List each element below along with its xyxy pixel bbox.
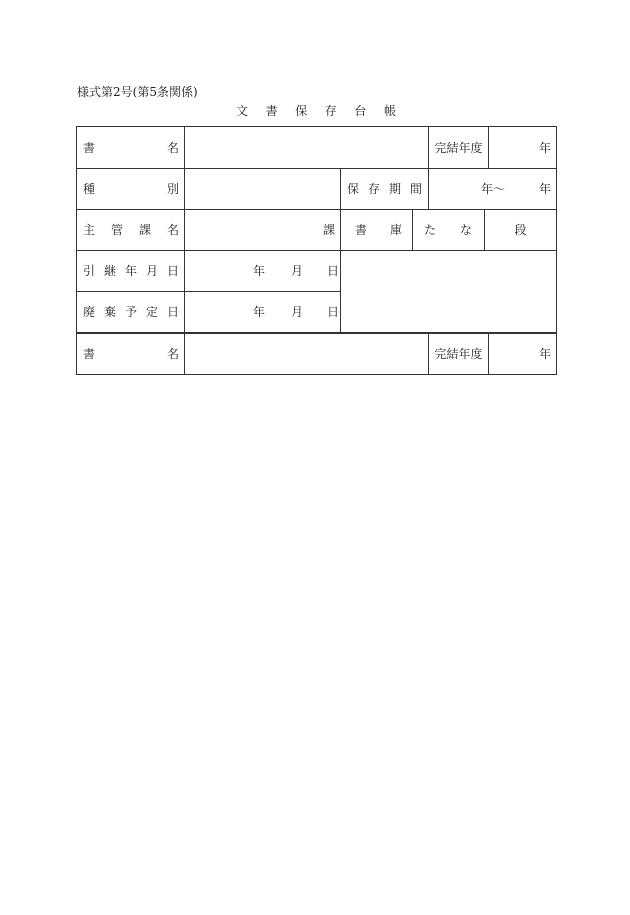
completion-year-text: 完結年度 bbox=[434, 140, 483, 155]
label-char: 間 bbox=[409, 181, 422, 196]
label-char: 月 bbox=[145, 263, 158, 278]
year-unit: 年 bbox=[253, 304, 266, 319]
tier-unit: 段 bbox=[514, 222, 527, 237]
year-unit: 年 bbox=[538, 140, 551, 155]
label-char: 管 bbox=[110, 222, 123, 237]
label-char: 名 bbox=[166, 222, 179, 237]
label-char: 書 bbox=[355, 222, 368, 237]
label-category bbox=[83, 168, 179, 209]
label-char: 棄 bbox=[103, 304, 116, 319]
label-char: 継 bbox=[103, 263, 116, 278]
label-completion-year bbox=[429, 127, 488, 168]
label-char: 庫 bbox=[389, 222, 402, 237]
label-char: 課 bbox=[138, 222, 151, 237]
label-char: 書 bbox=[83, 140, 96, 155]
remarks-area[interactable] bbox=[341, 250, 556, 332]
label-char: 存 bbox=[367, 181, 380, 196]
document-name-field[interactable] bbox=[185, 127, 428, 168]
period-to-unit: 年 bbox=[538, 181, 551, 196]
label-transfer-date bbox=[83, 250, 179, 291]
title-char: 台 bbox=[354, 104, 367, 118]
day-unit: 日 bbox=[327, 304, 340, 319]
title-char: 帳 bbox=[383, 104, 396, 118]
day-unit: 日 bbox=[327, 263, 340, 278]
retention-period-field[interactable] bbox=[429, 168, 556, 209]
label-char: 引 bbox=[83, 263, 96, 278]
label-char: 書 bbox=[83, 347, 96, 361]
label-char: 期 bbox=[388, 181, 401, 196]
year-unit: 年 bbox=[253, 263, 266, 278]
month-unit: 月 bbox=[291, 304, 304, 319]
label-char: 保 bbox=[347, 181, 360, 196]
completion-year-text: 完結年度 bbox=[434, 347, 483, 361]
title-char: 書 bbox=[265, 104, 278, 118]
label-retention-period bbox=[347, 168, 422, 209]
label-char: な bbox=[459, 222, 472, 237]
label-char: 別 bbox=[166, 181, 179, 196]
label-completion-year-2 bbox=[429, 334, 488, 374]
label-char: 日 bbox=[166, 263, 179, 278]
title-char: 文 bbox=[236, 104, 249, 118]
category-field[interactable] bbox=[185, 168, 340, 209]
label-char: 予 bbox=[124, 304, 137, 319]
month-unit: 月 bbox=[291, 263, 304, 278]
year-unit: 年 bbox=[538, 347, 551, 361]
period-from-unit: 年～ bbox=[481, 181, 506, 196]
document-name-field-2[interactable] bbox=[185, 334, 428, 374]
label-char: 定 bbox=[145, 304, 158, 319]
label-section-name bbox=[83, 209, 179, 250]
disposal-date-field[interactable] bbox=[185, 291, 340, 332]
column-divider bbox=[412, 209, 413, 250]
title-char: 保 bbox=[295, 104, 308, 118]
label-document-name bbox=[83, 127, 179, 168]
document-retention-ledger bbox=[76, 126, 557, 375]
label-document-name-2 bbox=[83, 334, 179, 374]
section-name-field[interactable] bbox=[185, 209, 335, 250]
tier-field[interactable] bbox=[485, 209, 556, 250]
completion-year-field[interactable] bbox=[489, 127, 551, 168]
form-number: 様式第2号(第5条関係) bbox=[77, 85, 198, 99]
label-char: 名 bbox=[166, 140, 179, 155]
label-disposal-date bbox=[83, 291, 179, 332]
label-shelf bbox=[424, 209, 472, 250]
title-char: 存 bbox=[324, 104, 337, 118]
document-title bbox=[236, 103, 396, 119]
label-char: 年 bbox=[124, 263, 137, 278]
label-storage bbox=[355, 209, 402, 250]
label-char: 主 bbox=[83, 222, 96, 237]
completion-year-field-2[interactable] bbox=[489, 334, 551, 374]
section-unit: 課 bbox=[322, 222, 335, 237]
label-char: 種 bbox=[83, 181, 96, 196]
label-char: 日 bbox=[166, 304, 179, 319]
label-char: た bbox=[424, 222, 437, 237]
label-char: 名 bbox=[166, 347, 179, 361]
label-char: 廃 bbox=[83, 304, 96, 319]
transfer-date-field[interactable] bbox=[185, 250, 340, 291]
